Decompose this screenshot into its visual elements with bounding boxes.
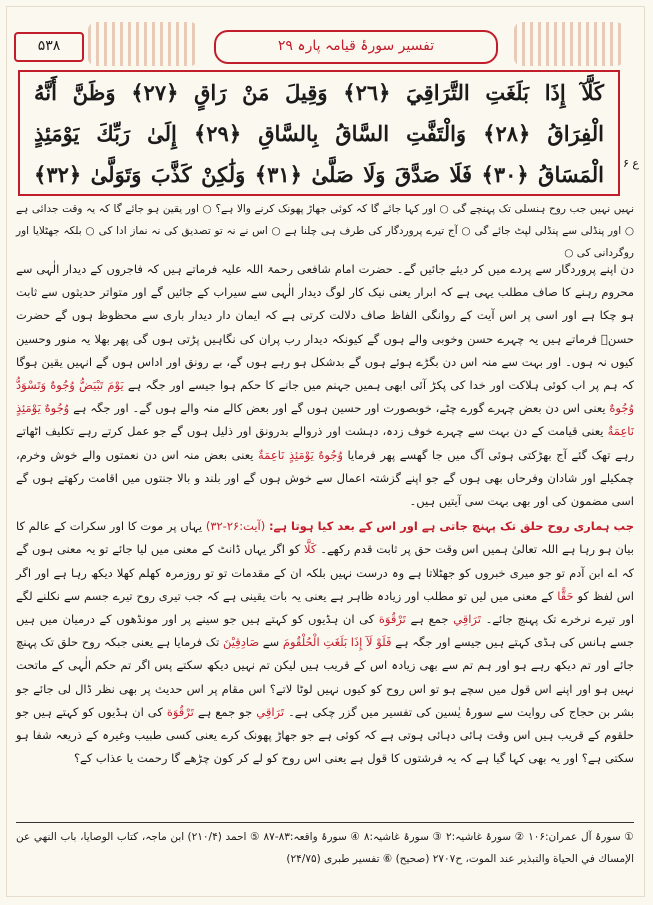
quranic-quote: صَادِقِيْنَ <box>222 635 260 650</box>
commentary-text: یعنی قیامت کے دن بہت سے چہرے خوف زدہ، دہشت اور ذروالے بدرونق اور ذلیل ہوں گے جو عمل کرتے رہے تکلیف اٹھاتے رہے تھک گئے آج بھڑکتی ہوئی آگ میں جا گھسے پھر فرمایا <box>16 424 634 462</box>
quranic-quote: فَلَوْ لَآ إِذَا بَلَغَتِ الْحُلْقُومَ <box>282 635 392 650</box>
verse-line-1: كَلَّآ إِذَا بَلَغَتِ التَّرَاقِيَ ﴿٢٦﴾ وَقِيلَ مَنْ رَاقٍ ﴿٢٧﴾ وَظَنَّ أَنَّهُ <box>34 80 604 105</box>
commentary-paragraph-2 <box>16 515 634 770</box>
commentary-text: سے <box>262 635 280 650</box>
header-ornament-left <box>88 22 198 66</box>
commentary-text: یعنی اس دن بعض چہرے گورے چٹے، خوبصورت اور حسین ہوں گے اور بعض کالے منہ والے ہوں گے۔ اور جگہ ہے <box>73 401 606 416</box>
quranic-quote: وُجُوهٌ يَوْمَئِذٍ نَاعِمَةٌ <box>16 401 635 439</box>
quranic-quote: تَرَاقِي <box>256 704 285 719</box>
footnote-divider <box>16 822 634 823</box>
verse-line-3: الْمَسَاقُ ﴿٣٠﴾ فَلَا صَدَّقَ وَلَا صَلَّىٰ ﴿٣١﴾ وَلَٰكِنْ كَذَّبَ وَتَوَلَّىٰ ﴿٣٢﴾ <box>34 162 604 187</box>
commentary-text: کی ان ہڈیوں کو کہتے ہیں جو حلقوم کے قریب ہیں اس وقت ہائی دہائی ہوتی ہے کہ کوئی ہے جو جھاڑ پھونک کرے یعنی کسی طبیب وغیرہ کے ذریعہ شفا ہو سکتی ہے؟ اور یہ بھی کہا گیا ہے کہ یہ فرشتوں کا قول ہے یعنی اس روح کو لے کر کون چڑھے گا رحمت یا عذاب کے؟ <box>16 704 634 766</box>
commentary-text: یہاں پر موت کا اور سکرات کے عالم کا بیان ہو رہا ہے اللہ تعالیٰ ہمیں اس وقت حق پر ثابت قدم رکھے۔ <box>16 519 634 557</box>
commentary-text: یعنی بعض منہ اس دن نعمتوں والے خوش وخرم، چمکیلے اور شادان وفرحاں بھی ہوں گے جو اپنے گزشتہ اعمال سے خوش ہوں گے اور بلند و بالا جنتوں میں اقامت رکھتے ہوں گے اسی مضمون کی اور بھی بہت سی آیتیں ہیں۔ <box>16 447 634 509</box>
urdu-translation: نہیں نہیں جب روح ہنسلی تک پہنچے گی ○ اور کہا جائے گا کہ کوئی جھاڑ پھونک کرنے والا ہے؟ ○ اور یقین ہو جائے گا کہ یہ وقت جدائی ہے ○ اور پنڈلی سے پنڈلی لپٹ جائے گی ○ آج تیرے پروردگار کی طرف ہی چلنا ہے ○ اس نے نہ تو تصدیق کی نہ نماز ادا کی ○ بلکہ جھٹلایا اور روگردانی کی ○ <box>16 203 634 259</box>
commentary-text: جو جمع ہے <box>197 704 253 719</box>
commentary-text: تک فرمایا ہے یعنی جبکہ روح حلق تک پہنچ جائے اور تم دیکھ رہے ہو اور ہم تم سے بھی زیادہ اس کے قریب ہیں لیکن تم نہیں دیکھ سکتے پس اگر تم حکم الٰہی کے ماتحت نہیں ہو اور اپنے اس قول میں سچے ہو تو اس روح کو کیوں نہیں لوٹا لاتے؟ اس مقام پر اس حدیث پر بھی نظر ڈال لی جائے جو بشر بن حجاج کی روایت سے سورۂ یٰسین کی تفسیر میں گزر چکی ہے۔ <box>16 635 635 719</box>
quranic-quote: تَرَاقِي <box>453 612 481 627</box>
commentary-text: کے معنی میں لیں تو مطلب اور زیادہ ظاہر ہے یعنی یہ بات یقینی ہے کہ جب تیری روح تیرے جسم سے نکلنے لگے اور تیرے نرخرے تک پہنچ جائے۔ <box>16 588 635 627</box>
commentary <box>16 258 634 770</box>
section-heading: جب ہماری روح حلق تک پہنچ جاتی ہے اور اس کے بعد کیا ہوتا ہے: <box>268 519 635 534</box>
quran-verse-box <box>18 70 639 196</box>
quranic-quote: تَرْقُوَة <box>166 704 194 719</box>
ruku-mark: ع ۶ <box>623 157 639 170</box>
verse-line-2: الْفِرَاقُ ﴿٢٨﴾ وَالْتَفَّتِ السَّاقُ بِالسَّاقِ ﴿٢٩﴾ إِلَىٰ رَبِّكَ يَوْمَئِذٍ <box>34 121 604 146</box>
running-title: تفسیر سورۂ قیامہ پارہ ۲۹ <box>214 30 498 64</box>
commentary-text: دن اپنے پروردگار سے پردے میں کر دیئے جائیں گے۔ حضرت امام شافعی رحمۃ اللہ علیہ فرماتے ہیں کہ فاجروں کے دیدار الٰہی سے محروم رہنے کا صاف مطلب یہی ہے کہ ابرار یعنی نیک کار لوگ دیدار الٰہی سے سیراب کے جائیں گے اور متواتر حدیثوں سے ثابت ہو چکا ہے اور اسی پر اس آیت کے روانگی الفاظ صاف دلالت کرتی ہے کہ ایمان دار دیدار باری سے محظوظ ہوں گے حضرت حسنؒ فرماتے ہیں یہ چہرے حسن وخوبی والے ہوں گے کیونکہ دیدار رب پران کی نگاہیں پڑتی ہوں گی پھر بھلا یہ منور وحسین کیوں نہ ہوں۔ اور بہت سے منہ اس دن بگڑے ہوئے ہوں گے بدشکل ہو رہے ہوں گے، بے رونق اور اداس ہوں گے انہیں یقین ہوگا کہ ہم پر اب کوئی ہلاکت اور خدا کی پکڑ آئی ابھی ہمیں جہنم میں جانے کا حکم ہوا جیسے اور جگہ ہے <box>16 262 635 393</box>
commentary-text: جمع ہے <box>410 612 449 627</box>
verse-reference: (آیت:۲۶-۳۲) <box>205 519 266 534</box>
quranic-quote: يَوْمَ تَبْيَضُّ وُجُوهٌ وَتَسْوَدُّ وُجُوهٌ <box>16 378 635 416</box>
quranic-quote: تَرْقُوَة <box>378 612 406 627</box>
quranic-quote: حَقًّا <box>557 588 574 603</box>
quranic-quote: كَلَّا <box>304 542 317 557</box>
page-number: ۵۳۸ <box>14 32 84 62</box>
commentary-text: کو اگر یہاں ڈانٹ کے معنی میں لیا جائے تو یہ معنی ہوں گے کہ اے ابن آدم تو جو میری خبروں کو جھٹلاتا ہے وہ درست نہیں بلکہ ان کے مقدمات تو تو روزمرہ کھلم کھلا دیکھ رہا ہے اور اگر اس لفظ کو <box>16 542 634 603</box>
header-ornament-right <box>514 22 624 66</box>
page-header <box>14 10 639 70</box>
footnotes: ① سورۂ آل عمران:۱۰۶ ② سورۂ غاشیہ:۲ ③ سورۂ غاشیہ:۸ ④ سورۂ واقعہ:۸۳-۸۷ ⑤ احمد (۲۱۰/۴) ابن ماجہ، کتاب الوصایا، باب النهي عن الإمساك في الحياة والتبذير عند الموت، ح۲۷۰۷ (صحيح) ⑥ تفسیر طبری (۲۴/۷۵) <box>16 831 635 865</box>
commentary-text: کی ان ہڈیوں کو کہتے ہیں جو سینے پر اور مونڈھوں کے درمیان میں ہیں جسے ہانس کی ہڈی کہتے ہیں جیسے اور جگہ ہے <box>16 612 635 650</box>
quranic-quote: وُجُوهٌ يَوْمَئِذٍ نَاعِمَةٌ <box>258 447 343 462</box>
commentary-paragraph-1 <box>16 258 634 513</box>
